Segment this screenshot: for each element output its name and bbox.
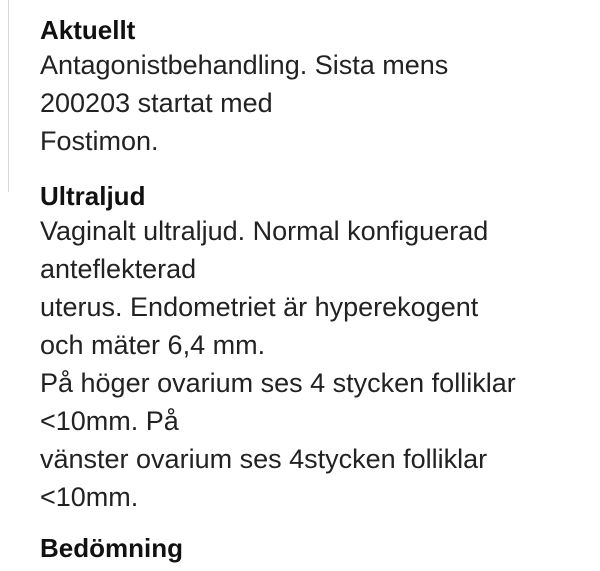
left-panel-edge xyxy=(0,0,9,192)
text-line: och mäter 6,4 mm. xyxy=(40,330,266,360)
text-line: På höger ovarium ses 4 stycken folliklar xyxy=(40,368,516,398)
text-line: 200203 startat med xyxy=(40,88,273,118)
section-ultraljud xyxy=(40,180,592,516)
text-line: Fostimon. xyxy=(40,126,159,156)
text-line: <10mm. På xyxy=(40,406,179,436)
note-content xyxy=(40,14,592,564)
section-heading-aktuellt: Aktuellt xyxy=(40,15,136,45)
text-line: Vaginalt ultraljud. Normal konfiguerad xyxy=(40,216,489,246)
section-aktuellt xyxy=(40,14,592,160)
section-bedomning xyxy=(40,532,592,564)
section-heading-ultraljud: Ultraljud xyxy=(40,181,146,211)
section-heading-bedomning: Bedömning xyxy=(40,533,183,563)
text-line: uterus. Endometriet är hyperekogent xyxy=(40,292,479,322)
text-line: anteflekterad xyxy=(40,254,197,284)
text-line: <10mm. xyxy=(40,482,139,512)
text-line: Antagonistbehandling. Sista mens xyxy=(40,50,449,80)
text-line: vänster ovarium ses 4stycken folliklar xyxy=(40,444,488,474)
